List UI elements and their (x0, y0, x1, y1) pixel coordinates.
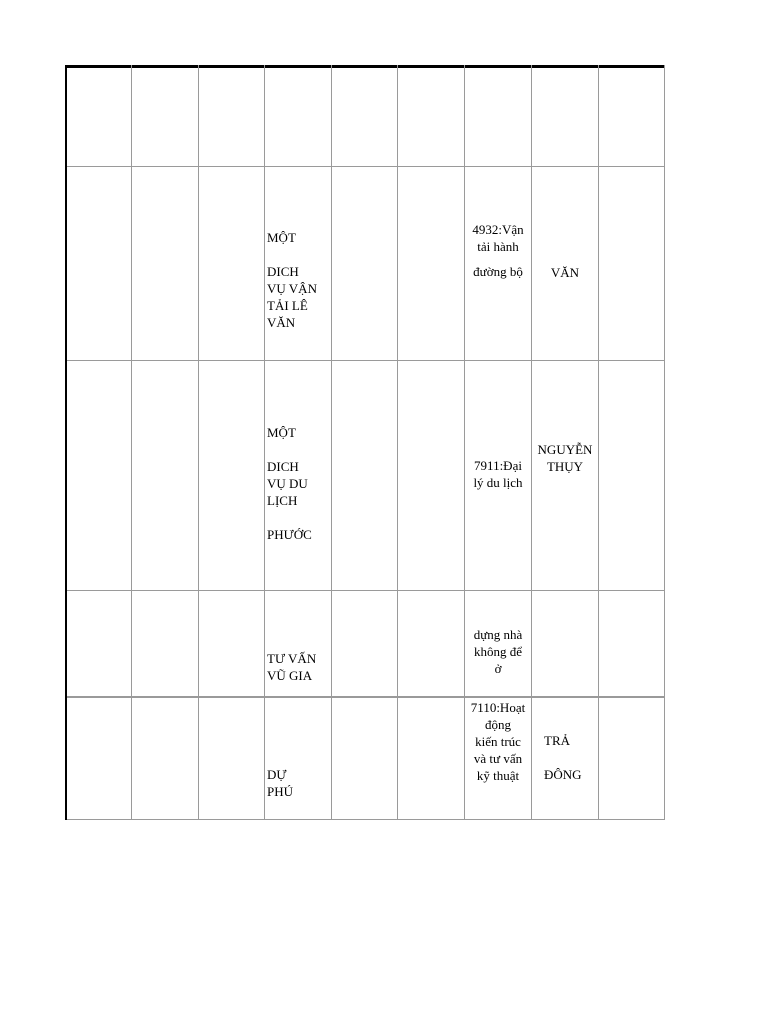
table-cell-company-name: MỘT DICH VỤ VẬN TẢI LÊ VĂN (267, 230, 317, 330)
row-divider (65, 166, 665, 167)
table-cell-business-code: 4932:Vận tải hành đường bộ (472, 222, 524, 279)
column-divider (664, 65, 665, 820)
row-divider (65, 360, 665, 361)
table-left-border (65, 65, 67, 820)
table-cell-company-name: MỘT DICH VỤ DU LỊCH PHƯỚC (267, 425, 312, 542)
column-divider (397, 65, 398, 820)
row-divider (65, 696, 665, 698)
row-divider (65, 590, 665, 591)
table-cell-company-name: DỰ PHÚ (267, 767, 294, 799)
table-cell-business-code: 7911:Đại lý du lịch (473, 458, 523, 490)
table-cell-business-code: 7110:Hoạt động kiến trúc và tư vấn kỹ thuật (470, 700, 526, 783)
column-divider (131, 65, 132, 820)
column-divider (264, 65, 265, 820)
column-divider (198, 65, 199, 820)
column-divider (331, 65, 332, 820)
table-cell-representative: VĂN (550, 265, 580, 280)
table-cell-business-code: dựng nhà không để ở (473, 627, 523, 676)
table-cell-company-name: TƯ VẤN VŨ GIA (267, 651, 317, 683)
table-top-border (65, 65, 665, 68)
table-bottom-border (65, 819, 665, 820)
table-cell-representative: TRẢ ĐÔNG (544, 733, 582, 782)
spreadsheet-table (65, 65, 665, 820)
column-divider (598, 65, 599, 820)
table-cell-representative: NGUYỄN THỤY (537, 442, 593, 474)
